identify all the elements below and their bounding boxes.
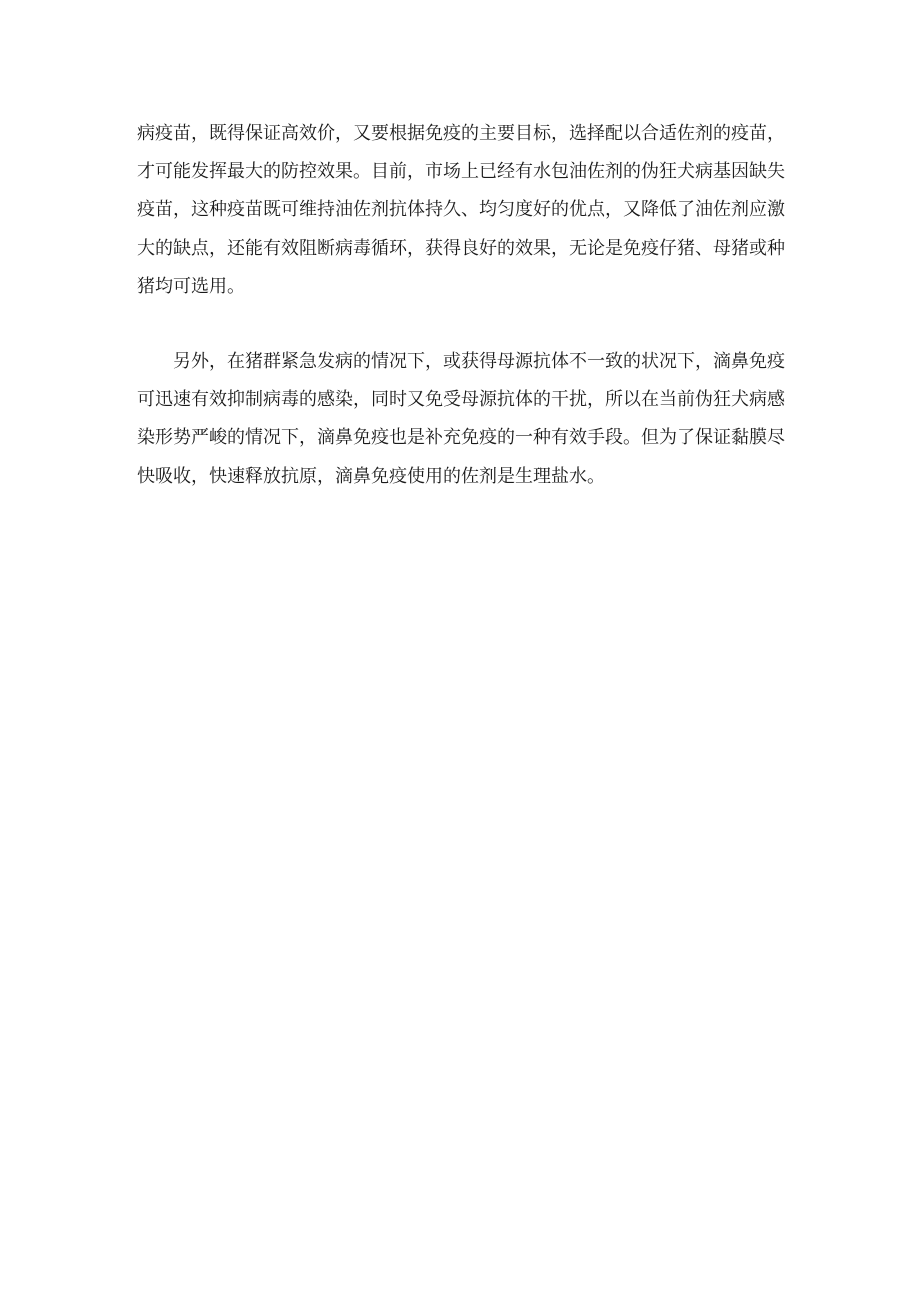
paragraph-vaccine-adjuvant: 病疫苗，既得保证高效价，又要根据免疫的主要目标，选择配以合适佐剂的疫苗，才可能发挥最大的防控效果。目前，市场上已经有水包油佐剂的伪狂犬病基因缺失疫苗，这种疫苗既可维持油佐剂抗体持久、均匀度好的优点，又降低了油佐剂应激大的缺点，还能有效阻断病毒循环，获得良好的效果，无论是免疫仔猪、母猪或种猪均可选用。: [137, 123, 785, 297]
document-body: [137, 115, 785, 496]
paragraph-intranasal-immunization: 另外，在猪群紧急发病的情况下，或获得母源抗体不一致的状况下，滴鼻免疫可迅速有效抑制病毒的感染，同时又免受母源抗体的干扰，所以在当前伪狂犬病感染形势严峻的情况下，滴鼻免疫也是补充免疫的一种有效手段。但为了保证黏膜尽快吸收，快速释放抗原，滴鼻免疫使用的佐剂是生理盐水。: [137, 351, 785, 487]
